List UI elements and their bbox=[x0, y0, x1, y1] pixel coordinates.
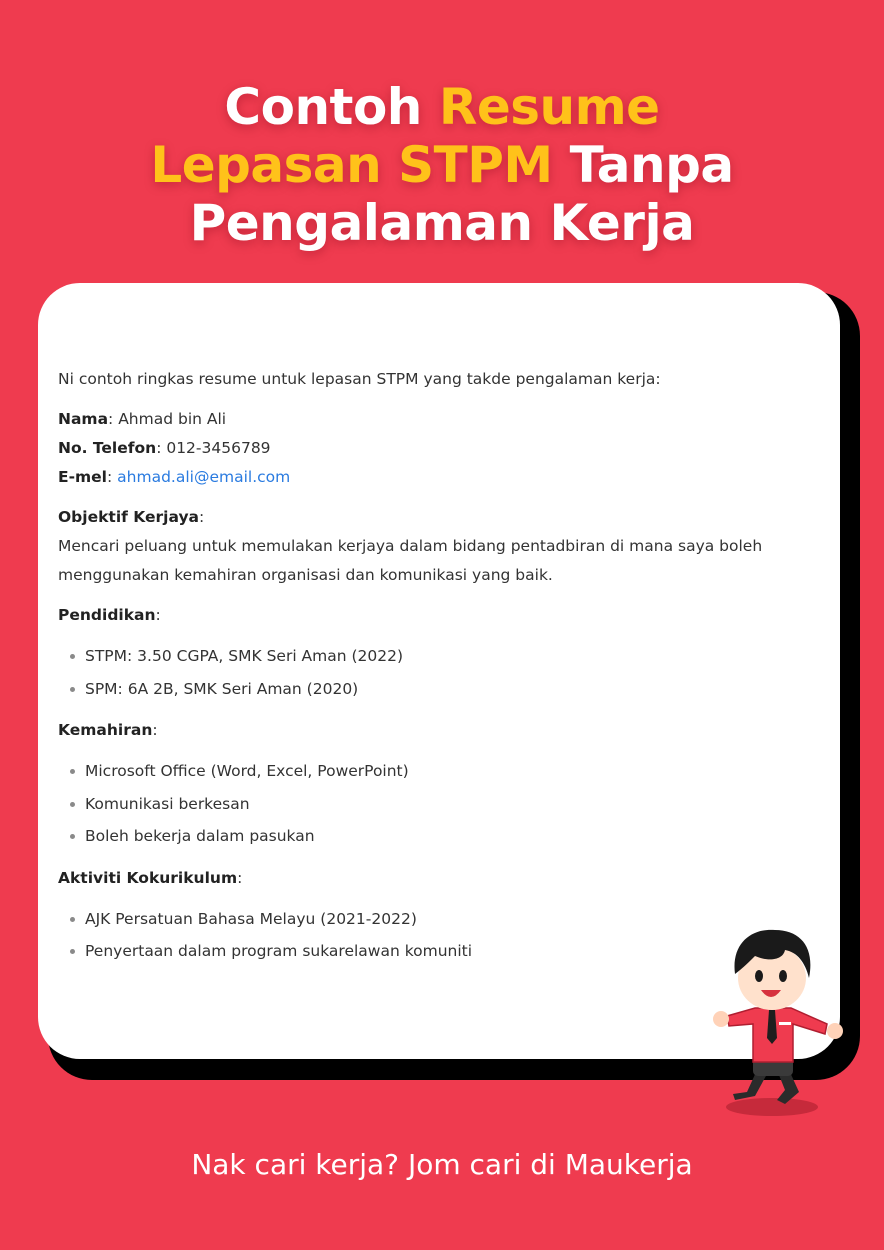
colon: : bbox=[237, 868, 243, 887]
email-separator: : bbox=[107, 468, 118, 486]
mascot-illustration bbox=[705, 920, 855, 1120]
activities-label: Aktiviti Kokurikulum bbox=[58, 868, 238, 887]
phone-value: : 012-3456789 bbox=[156, 439, 271, 457]
list-item: SPM: 6A 2B, SMK Seri Aman (2020) bbox=[70, 673, 820, 706]
activities-heading bbox=[58, 864, 820, 893]
title-line-3: Pengalaman Kerja bbox=[189, 194, 695, 252]
email-row bbox=[58, 463, 820, 492]
objective-heading bbox=[58, 503, 820, 532]
title-highlight: Resume bbox=[438, 78, 660, 136]
list-item: Boleh bekerja dalam pasukan bbox=[70, 820, 820, 853]
name-value: : Ahmad bin Ali bbox=[108, 410, 227, 428]
colon: : bbox=[152, 721, 158, 739]
title-line-2 bbox=[0, 136, 884, 194]
title-highlight: Lepasan STPM bbox=[150, 136, 553, 194]
title-line-1 bbox=[0, 78, 884, 136]
mascot-badge bbox=[779, 1022, 791, 1025]
list-item: Microsoft Office (Word, Excel, PowerPoint) bbox=[70, 755, 820, 788]
mascot-shadow bbox=[726, 1098, 818, 1116]
education-heading bbox=[58, 601, 820, 630]
mascot-right-eye bbox=[779, 970, 787, 982]
list-item: STPM: 3.50 CGPA, SMK Seri Aman (2022) bbox=[70, 640, 820, 673]
objective-text: Mencari peluang untuk memulakan kerjaya dalam bidang pentadbiran di mana saya boleh menggunakan kemahiran organisasi dan komunikasi yang baik. bbox=[58, 537, 763, 584]
intro-text: Ni contoh ringkas resume untuk lepasan STPM yang takde pengalaman kerja: bbox=[58, 370, 661, 388]
title-text: Tanpa bbox=[552, 136, 734, 194]
education-section bbox=[58, 601, 820, 705]
colon: : bbox=[199, 508, 205, 526]
list-item: Penyertaan dalam program sukarelawan komuniti bbox=[70, 935, 820, 968]
list-item: AJK Persatuan Bahasa Melayu (2021-2022) bbox=[70, 903, 820, 936]
email-label: E-mel bbox=[58, 468, 107, 486]
education-list bbox=[58, 640, 820, 705]
phone-label: No. Telefon bbox=[58, 439, 157, 457]
name-row bbox=[58, 405, 820, 434]
title-text: Contoh bbox=[224, 78, 439, 136]
mascot-left-hand bbox=[713, 1011, 729, 1027]
education-label: Pendidikan bbox=[58, 606, 156, 624]
mascot-right-hand bbox=[827, 1023, 843, 1039]
name-label: Nama bbox=[58, 410, 109, 428]
list-item: Komunikasi berkesan bbox=[70, 788, 820, 821]
contact-block bbox=[58, 405, 820, 492]
skills-label: Kemahiran bbox=[58, 721, 153, 739]
page-title bbox=[0, 78, 884, 252]
skills-heading bbox=[58, 716, 820, 745]
objective-label: Objektif Kerjaya bbox=[58, 508, 200, 526]
mascot-shirt bbox=[727, 1008, 827, 1062]
email-link[interactable]: ahmad.ali@email.com bbox=[117, 468, 291, 486]
skills-section bbox=[58, 716, 820, 853]
footer-cta: Nak cari kerja? Jom cari di Maukerja bbox=[191, 1148, 693, 1181]
mascot-left-eye bbox=[755, 970, 763, 982]
colon: : bbox=[155, 606, 161, 624]
phone-row bbox=[58, 434, 820, 463]
skills-list bbox=[58, 755, 820, 853]
objective-section bbox=[58, 503, 820, 590]
